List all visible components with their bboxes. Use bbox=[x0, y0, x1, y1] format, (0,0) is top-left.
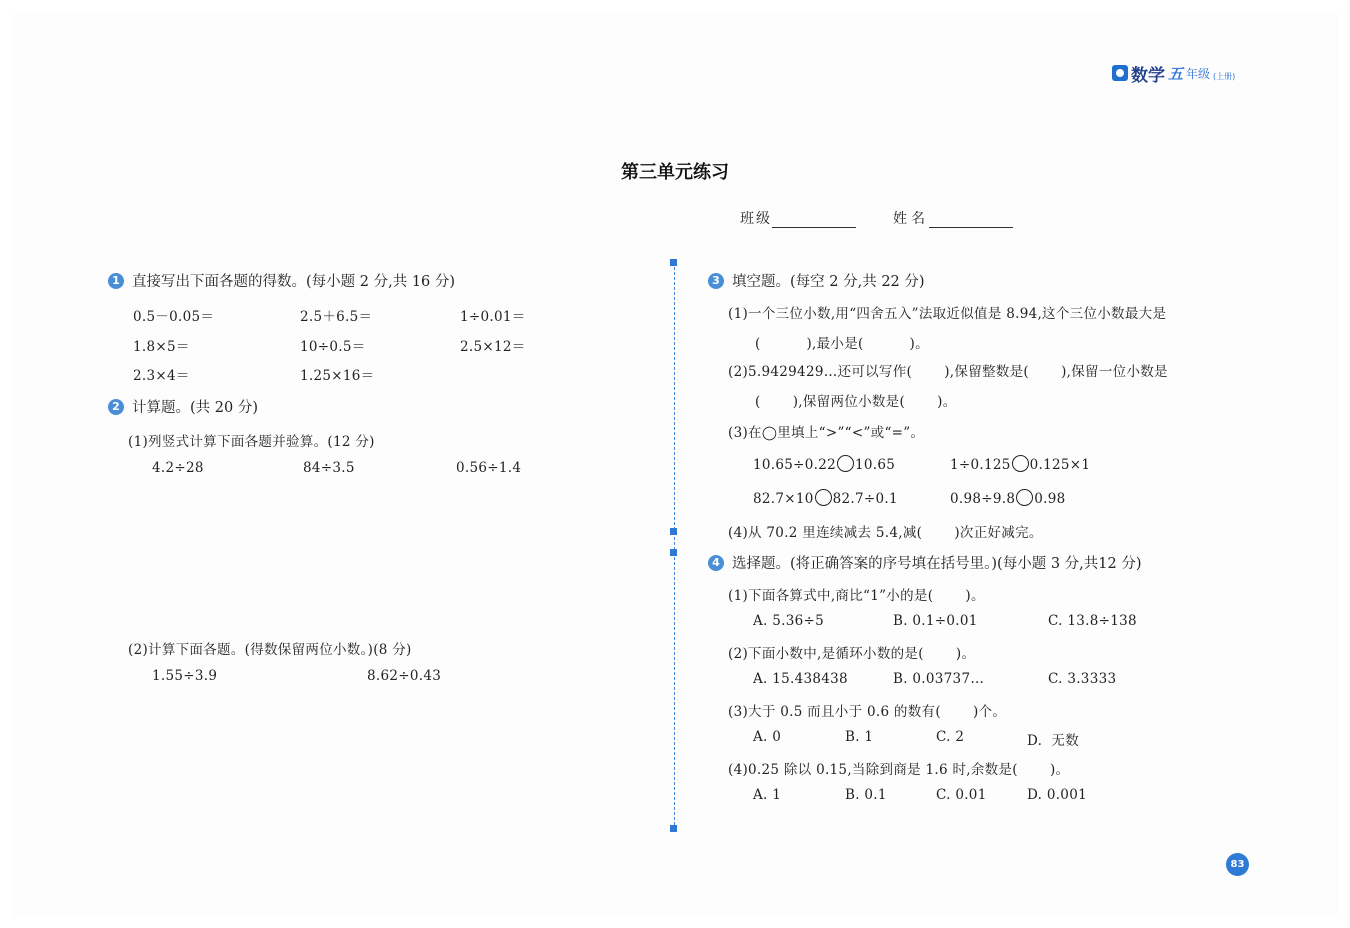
section-2-heading bbox=[108, 396, 258, 417]
calc-item: 0.56÷1.4 bbox=[456, 460, 522, 476]
section-1-heading bbox=[108, 270, 455, 291]
choice-option[interactable]: D. 0.001 bbox=[1027, 787, 1087, 803]
fill-question-2[interactable]: (2)5.9429429…还可以写作( ),保留整数是( ),保留一位小数是 bbox=[728, 364, 1168, 380]
section-2-part-2-label: (2)计算下面各题。(得数保留两位小数。)(8 分) bbox=[128, 642, 412, 658]
section-2-part-1-label: (1)列竖式计算下面各题并验算。(12 分) bbox=[128, 434, 375, 450]
choice-option[interactable]: A. 0 bbox=[753, 729, 782, 745]
choice-question-4[interactable]: (4)0.25 除以 0.15,当除到商是 1.6 时,余数是( )。 bbox=[728, 762, 1070, 778]
compare-item bbox=[753, 489, 898, 507]
compare-left: 82.7×10 bbox=[753, 491, 814, 507]
page-number-badge: 83 bbox=[1226, 853, 1249, 876]
divider-marker bbox=[670, 259, 677, 266]
class-field[interactable] bbox=[740, 208, 856, 228]
worksheet-page bbox=[12, 12, 1338, 918]
calc-item: 1.25×16＝ bbox=[300, 368, 375, 384]
section-3-title: 填空题。(每空 2 分,共 22 分) bbox=[732, 274, 925, 290]
compare-item bbox=[950, 489, 1066, 507]
divider-marker bbox=[670, 825, 677, 832]
choice-question-3[interactable]: (3)大于 0.5 而且小于 0.6 的数有( )个。 bbox=[728, 704, 1007, 720]
section-number-badge: 2 bbox=[108, 399, 124, 415]
compare-left: 0.98÷9.8 bbox=[950, 491, 1016, 507]
compare-circle[interactable] bbox=[1012, 455, 1029, 472]
calc-item: 4.2÷28 bbox=[152, 460, 204, 476]
class-label: 班级 bbox=[740, 211, 772, 227]
choice-question-2[interactable]: (2)下面小数中,是循环小数的是( )。 bbox=[728, 646, 976, 662]
calc-item: 2.3×4＝ bbox=[133, 368, 190, 384]
name-blank-line[interactable] bbox=[929, 211, 1013, 228]
fill-question-1: (1)一个三位小数,用“四舍五入”法取近似值是 8.94,这个三位小数最大是 bbox=[728, 306, 1167, 322]
class-blank-line[interactable] bbox=[772, 211, 856, 228]
choice-option[interactable]: C. 0.01 bbox=[936, 787, 987, 803]
calc-item: 8.62÷0.43 bbox=[367, 668, 442, 684]
compare-right: 10.65 bbox=[855, 457, 896, 473]
calc-item: 1.55÷3.9 bbox=[152, 668, 218, 684]
section-3-heading bbox=[708, 270, 925, 291]
choice-option[interactable]: B. 0.1 bbox=[845, 787, 887, 803]
calc-item: 84÷3.5 bbox=[303, 460, 355, 476]
brand-grade-suffix: 年级 bbox=[1186, 66, 1211, 81]
fill-question-1-blanks[interactable]: ( ),最小是( )。 bbox=[755, 336, 929, 352]
calc-item: 1÷0.01＝ bbox=[460, 309, 526, 325]
calc-item: 2.5×12＝ bbox=[460, 339, 526, 355]
column-divider bbox=[674, 262, 675, 830]
calc-item: 10÷0.5＝ bbox=[300, 339, 366, 355]
compare-item bbox=[950, 455, 1090, 473]
choice-option[interactable]: B. 1 bbox=[845, 729, 874, 745]
choice-option[interactable]: A. 1 bbox=[753, 787, 782, 803]
choice-option[interactable]: C. 2 bbox=[936, 729, 965, 745]
fill-question-2-blanks[interactable]: ( ),保留两位小数是( )。 bbox=[755, 394, 957, 410]
fill-question-4[interactable]: (4)从 70.2 里连续减去 5.4,减( )次正好减完。 bbox=[728, 525, 1043, 541]
choice-option[interactable]: A. 5.36÷5 bbox=[753, 613, 824, 629]
divider-marker bbox=[670, 528, 677, 535]
calc-item: 2.5＋6.5＝ bbox=[300, 309, 373, 325]
compare-left: 1÷0.125 bbox=[950, 457, 1011, 473]
section-2-title: 计算题。(共 20 分) bbox=[132, 400, 258, 416]
compare-right: 0.98 bbox=[1034, 491, 1066, 507]
choice-question-1[interactable]: (1)下面各算式中,商比“1”小的是( )。 bbox=[728, 588, 985, 604]
divider-marker bbox=[670, 549, 677, 556]
section-number-badge: 4 bbox=[708, 555, 724, 571]
choice-option[interactable]: C. 3.3333 bbox=[1048, 671, 1117, 687]
section-4-title: 选择题。(将正确答案的序号填在括号里。)(每小题 3 分,共12 分) bbox=[732, 556, 1142, 572]
choice-option[interactable]: A. 15.438438 bbox=[753, 671, 848, 687]
brand-logo-icon bbox=[1112, 65, 1128, 81]
choice-option[interactable]: C. 13.8÷138 bbox=[1048, 613, 1137, 629]
name-field[interactable] bbox=[893, 208, 1013, 228]
name-label: 姓名 bbox=[893, 211, 929, 227]
brand-subject: 数学 bbox=[1131, 65, 1165, 86]
brand-volume: (上册) bbox=[1213, 71, 1236, 81]
compare-right: 82.7÷0.1 bbox=[832, 491, 898, 507]
compare-circle[interactable] bbox=[1016, 489, 1033, 506]
compare-circle[interactable] bbox=[837, 455, 854, 472]
section-number-badge: 1 bbox=[108, 273, 124, 289]
page-title: 第三单元练习 bbox=[621, 162, 729, 183]
brand-grade: 五 bbox=[1168, 64, 1184, 83]
fill-question-3: (3)在◯里填上“>”“<”或“=”。 bbox=[728, 425, 925, 441]
choice-option[interactable]: B. 0.03737… bbox=[893, 671, 985, 687]
brand-header bbox=[1112, 62, 1235, 84]
section-4-heading bbox=[708, 552, 1142, 573]
section-number-badge: 3 bbox=[708, 273, 724, 289]
calc-item: 1.8×5＝ bbox=[133, 339, 190, 355]
choice-option[interactable]: B. 0.1÷0.01 bbox=[893, 613, 978, 629]
compare-left: 10.65÷0.22 bbox=[753, 457, 837, 473]
choice-option[interactable]: D. 无数 bbox=[1027, 733, 1080, 749]
compare-right: 0.125×1 bbox=[1029, 457, 1091, 473]
compare-item bbox=[753, 455, 895, 473]
calc-item: 0.5－0.05＝ bbox=[133, 309, 215, 325]
section-1-title: 直接写出下面各题的得数。(每小题 2 分,共 16 分) bbox=[132, 274, 456, 290]
compare-circle[interactable] bbox=[815, 489, 832, 506]
